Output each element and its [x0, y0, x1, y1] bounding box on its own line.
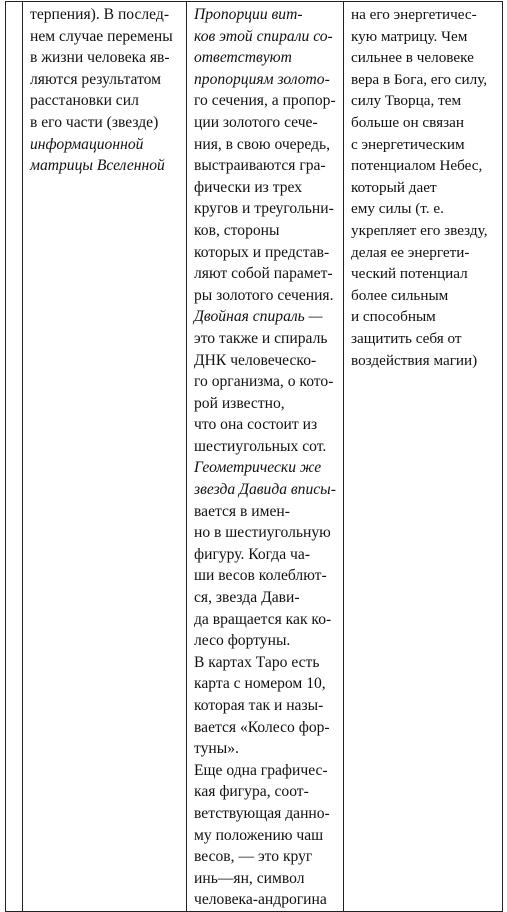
col2-line: ры золотого сечения. [194, 286, 334, 304]
col2-line: ДНК человеческо- [194, 351, 317, 369]
col2-line: фически из трех [194, 178, 303, 196]
col2-line: весов, — это круг [194, 848, 313, 866]
col1-line: расстановки сил [30, 92, 139, 110]
narrow-empty-column [6, 2, 23, 912]
col2-line: выстраиваются гра- [194, 157, 326, 175]
col3-line: больше он связан [351, 113, 464, 131]
col2-line: кругов и треугольни- [194, 200, 334, 218]
col2-line: В картах Таро есть [194, 653, 320, 671]
col2-line: вается в имен- [194, 502, 290, 520]
col3-line: ему силы (т. е. [351, 200, 444, 218]
col2-line: рой известно, [194, 394, 285, 412]
col1-line: информационной [30, 135, 144, 153]
column-3-cell [344, 2, 503, 912]
col1-line: матрицы Вселенной [30, 157, 165, 175]
column-2-text [194, 4, 337, 911]
col3-line: делая ее энергети- [351, 243, 470, 261]
col3-line: сильнее в человеке [351, 49, 474, 67]
col2-line: Геометрически же [194, 459, 322, 477]
col2-line: лесо фортуны. [194, 632, 291, 650]
col3-line: силу Творца, тем [351, 92, 462, 110]
col2-line: человека-андрогина [194, 891, 327, 909]
col2-line: карта с номером 10, [194, 675, 326, 693]
col1-line: ляются результатом [30, 70, 162, 88]
col3-line: с энергетическим [351, 135, 465, 153]
col2-line: что она состоит из [194, 416, 318, 434]
col2-line: Еще одна графичес- [194, 761, 328, 779]
col3-line: вера в Бога, его силу, [351, 70, 488, 88]
col2-line: туны». [194, 740, 239, 758]
col2-line: Двойная спираль — [194, 308, 323, 326]
col3-line: защитить себя от [351, 329, 462, 347]
column-3-text [351, 4, 496, 371]
col1-line: нем случае перемены [30, 27, 173, 45]
col2-line: кая фигура, соот- [194, 783, 309, 801]
col2-line: го организма, о кото- [194, 373, 334, 391]
col2-line: го сечения, а пропор- [194, 92, 336, 110]
column-1-cell [23, 2, 187, 912]
col1-line: терпения). В послед- [30, 6, 170, 23]
col2-line: звезда Давида вписы- [194, 481, 336, 499]
col2-line: ляют собой парамет- [194, 265, 333, 283]
col2-line: ции золотого сече- [194, 113, 318, 131]
col2-line: да вращается как ко- [194, 610, 332, 628]
col2-line: ков, стороны [194, 221, 280, 239]
col2-line: Пропорции вит- [194, 6, 303, 23]
col3-line: и способным [351, 308, 436, 326]
col2-line: шестиугольных сот. [194, 437, 327, 455]
col2-line: ши весов колеблют- [194, 567, 327, 585]
col2-line: но в шестиугольную [194, 524, 331, 542]
col3-line: потенциалом Небес, [351, 157, 483, 175]
col2-line: вается «Колесо фор- [194, 718, 330, 736]
col1-line: в жизни человека яв- [30, 49, 170, 67]
col2-line: ния, в свою очередь, [194, 135, 331, 153]
text-table [5, 1, 503, 912]
col3-line: ческий потенциал [351, 265, 468, 283]
col2-line: пропорциям золото- [194, 70, 330, 88]
col2-line: ков этой спирали со- [194, 27, 333, 45]
col2-line: ся, звезда Дави- [194, 589, 300, 607]
col3-line: на его энергетичес- [351, 6, 477, 23]
col1-line: в его части (звезде) [30, 113, 159, 131]
col3-line: более сильным [351, 286, 449, 304]
col2-line: ветствующая данно- [194, 804, 330, 822]
column-1-text [30, 4, 180, 177]
col2-line: ответствуют [194, 49, 292, 67]
table-row [6, 2, 503, 912]
col3-line: который дает [351, 178, 437, 196]
col2-line: му положению чаш [194, 826, 324, 844]
col3-line: воздействия магии) [351, 351, 478, 369]
column-2-cell [187, 2, 344, 912]
col2-line: это также и спираль [194, 329, 328, 347]
col2-line: фигуру. Когда ча- [194, 545, 311, 563]
col2-line: инь—ян, символ [194, 869, 305, 887]
col3-line: кую матрицу. Чем [351, 27, 468, 45]
col2-line: которых и представ- [194, 243, 330, 261]
col2-line: которая так и назы- [194, 697, 324, 714]
col3-line: укрепляет его звезду, [351, 221, 488, 239]
